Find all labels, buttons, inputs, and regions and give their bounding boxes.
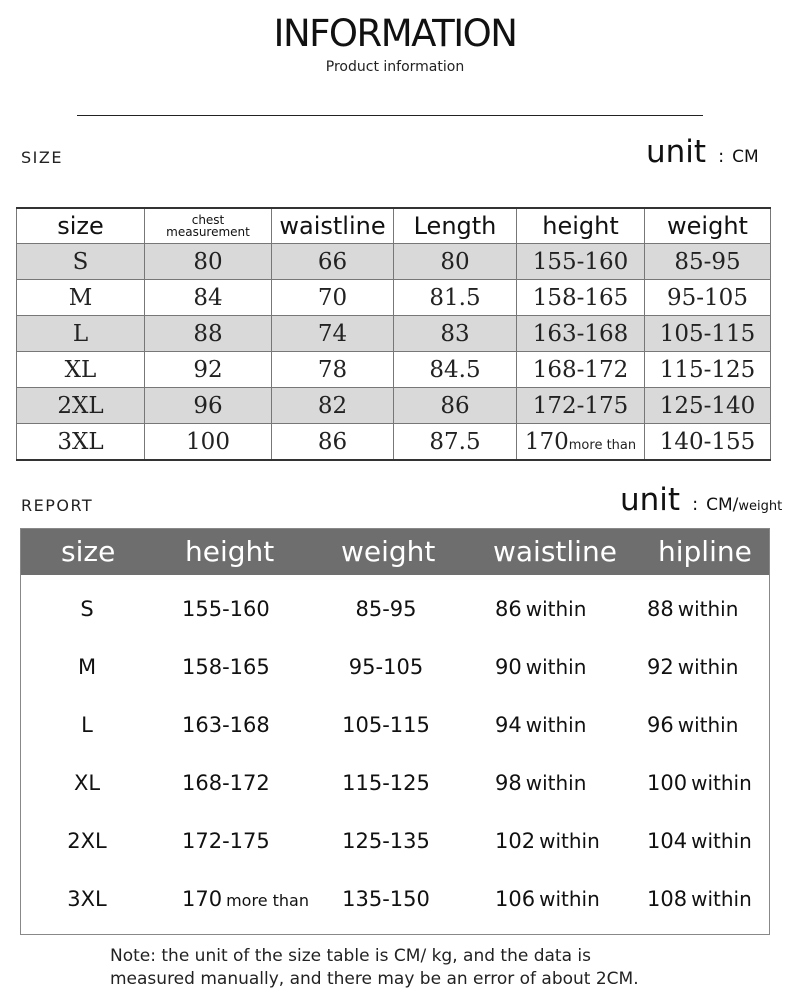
cell-height: 163-168 xyxy=(517,316,645,352)
cell-waistline xyxy=(495,771,586,795)
cell-size: S xyxy=(17,244,145,280)
cell-waist: 86 xyxy=(272,424,394,461)
report-table-header xyxy=(21,529,769,575)
unit-extra: weight xyxy=(738,499,783,514)
col-header-hipline: hipline xyxy=(658,535,752,568)
size-table-header xyxy=(17,208,771,244)
cell-hipline xyxy=(647,713,738,737)
height-value: 168-172 xyxy=(182,771,270,795)
cell-size xyxy=(21,829,153,853)
col-header-weight: weight xyxy=(645,208,771,244)
weight-value: 125-135 xyxy=(342,829,430,853)
waist-value: 98 xyxy=(495,771,522,795)
cell-size xyxy=(21,655,153,679)
waist-value: 106 xyxy=(495,887,536,911)
col-header-waistline: waistline xyxy=(493,535,617,568)
note-line: Note: the unit of the size table is CM/ kg, and the data is xyxy=(110,946,591,966)
size-value: 2XL xyxy=(67,829,107,853)
height-value: 155-160 xyxy=(182,597,270,621)
cell-length: 83 xyxy=(394,316,517,352)
waist-note: within xyxy=(525,655,587,679)
cell-waist: 82 xyxy=(272,388,394,424)
waist-value: 102 xyxy=(495,829,536,853)
cell-height: 158-165 xyxy=(517,280,645,316)
height-value: 163-168 xyxy=(182,713,270,737)
cell-weight: 95-105 xyxy=(645,280,771,316)
unit-word: unit xyxy=(646,134,707,170)
cell-hipline xyxy=(647,887,752,911)
col-header-size: size xyxy=(17,208,145,244)
waist-note: within xyxy=(539,829,600,853)
unit-colon: : xyxy=(692,494,699,515)
size-value: 3XL xyxy=(67,887,107,911)
table-row xyxy=(17,244,771,280)
cell-waist: 74 xyxy=(272,316,394,352)
table-row xyxy=(17,388,771,424)
cell-height xyxy=(182,713,270,737)
hip-note: within xyxy=(691,887,752,911)
hip-note: within xyxy=(691,771,752,795)
waist-note: within xyxy=(525,713,587,737)
col-header-weight: weight xyxy=(341,535,436,568)
cell-chest: 96 xyxy=(145,388,272,424)
hip-value: 88 xyxy=(647,597,674,621)
weight-value: 105-115 xyxy=(342,713,430,737)
size-value: L xyxy=(81,713,93,737)
cell-waist: 78 xyxy=(272,352,394,388)
col-header-size: size xyxy=(61,535,116,568)
cell-chest: 92 xyxy=(145,352,272,388)
cell-weight: 140-155 xyxy=(645,424,771,461)
cell-size: M xyxy=(17,280,145,316)
weight-value: 85-95 xyxy=(355,597,417,621)
col-header-height: height xyxy=(517,208,645,244)
cell-waistline xyxy=(495,887,600,911)
cell-size xyxy=(21,771,153,795)
height-value: 172-175 xyxy=(182,829,270,853)
cell-chest: 84 xyxy=(145,280,272,316)
col-header-length: Length xyxy=(394,208,517,244)
height-value: 170 xyxy=(524,428,569,455)
height-note: more than xyxy=(568,437,637,453)
cell-length: 81.5 xyxy=(394,280,517,316)
measurement-note xyxy=(110,945,710,991)
cell-weight xyxy=(321,713,451,737)
cell-size: XL xyxy=(17,352,145,388)
cell-length: 86 xyxy=(394,388,517,424)
waist-note: within xyxy=(539,887,600,911)
cell-waistline xyxy=(495,597,586,621)
hip-value: 96 xyxy=(647,713,674,737)
cell-size: 3XL xyxy=(17,424,145,461)
cell-height: 172-175 xyxy=(517,388,645,424)
cell-waistline xyxy=(495,713,586,737)
cell-height xyxy=(182,597,270,621)
size-value: M xyxy=(77,655,97,679)
height-value: 158-165 xyxy=(182,655,270,679)
cell-hipline xyxy=(647,771,752,795)
waist-note: within xyxy=(525,597,587,621)
waist-value: 94 xyxy=(495,713,522,737)
waist-note: within xyxy=(525,771,587,795)
waist-value: 86 xyxy=(495,597,522,621)
cell-height xyxy=(517,424,645,461)
cell-size: 2XL xyxy=(17,388,145,424)
cell-weight: 105-115 xyxy=(645,316,771,352)
report-unit-label xyxy=(620,482,782,518)
height-value: 170 xyxy=(182,887,223,911)
cell-height xyxy=(182,887,309,911)
cell-hipline xyxy=(647,655,738,679)
col-header-height: height xyxy=(185,535,275,568)
cell-size xyxy=(21,713,153,737)
cell-hipline xyxy=(647,829,752,853)
size-value: S xyxy=(80,597,94,621)
cell-weight xyxy=(321,829,451,853)
table-row xyxy=(17,280,771,316)
table-row xyxy=(17,352,771,388)
report-section-label: REPORT xyxy=(21,496,94,515)
note-line: measured manually, and there may be an error of about 2CM. xyxy=(110,969,639,989)
cell-length: 80 xyxy=(394,244,517,280)
unit-value: CM/ xyxy=(706,495,739,515)
hip-note: within xyxy=(691,829,752,853)
cell-height xyxy=(182,771,270,795)
weight-value: 95-105 xyxy=(348,655,424,679)
cell-height: 168-172 xyxy=(517,352,645,388)
cell-size xyxy=(21,597,153,621)
weight-value: 115-125 xyxy=(342,771,430,795)
waist-value: 90 xyxy=(495,655,522,679)
chest-header-text: chest measurement xyxy=(166,213,250,239)
cell-weight xyxy=(321,597,451,621)
cell-weight: 115-125 xyxy=(645,352,771,388)
size-value: XL xyxy=(73,771,101,795)
height-note: more than xyxy=(226,891,309,910)
page-subtitle: Product information xyxy=(325,59,465,75)
cell-length: 84.5 xyxy=(394,352,517,388)
cell-size: L xyxy=(17,316,145,352)
cell-weight xyxy=(321,887,451,911)
hip-value: 92 xyxy=(647,655,674,679)
unit-value: CM xyxy=(732,147,759,167)
table-row xyxy=(17,316,771,352)
size-table xyxy=(16,207,771,461)
hip-note: within xyxy=(677,655,739,679)
header-divider xyxy=(77,115,703,116)
cell-height xyxy=(182,655,270,679)
size-unit-label xyxy=(646,134,759,170)
weight-value: 135-150 xyxy=(342,887,430,911)
col-header-waistline: waistline xyxy=(272,208,394,244)
report-table xyxy=(20,528,770,935)
cell-chest: 80 xyxy=(145,244,272,280)
hip-value: 108 xyxy=(647,887,688,911)
unit-colon: : xyxy=(718,146,725,167)
cell-size xyxy=(21,887,153,911)
hip-value: 100 xyxy=(647,771,688,795)
size-section-label: SIZE xyxy=(21,148,63,167)
cell-waist: 66 xyxy=(272,244,394,280)
hip-note: within xyxy=(677,597,739,621)
table-row xyxy=(17,424,771,461)
col-header-chest xyxy=(145,208,272,244)
cell-chest: 100 xyxy=(145,424,272,461)
cell-weight: 125-140 xyxy=(645,388,771,424)
cell-height xyxy=(182,829,270,853)
cell-weight xyxy=(321,655,451,679)
unit-word: unit xyxy=(620,482,681,518)
cell-weight xyxy=(321,771,451,795)
cell-length: 87.5 xyxy=(394,424,517,461)
hip-value: 104 xyxy=(647,829,688,853)
cell-height: 155-160 xyxy=(517,244,645,280)
cell-chest: 88 xyxy=(145,316,272,352)
cell-weight: 85-95 xyxy=(645,244,771,280)
page-title: INFORMATION xyxy=(273,12,517,55)
cell-waistline xyxy=(495,829,600,853)
hip-note: within xyxy=(677,713,739,737)
cell-waist: 70 xyxy=(272,280,394,316)
cell-hipline xyxy=(647,597,738,621)
cell-waistline xyxy=(495,655,586,679)
